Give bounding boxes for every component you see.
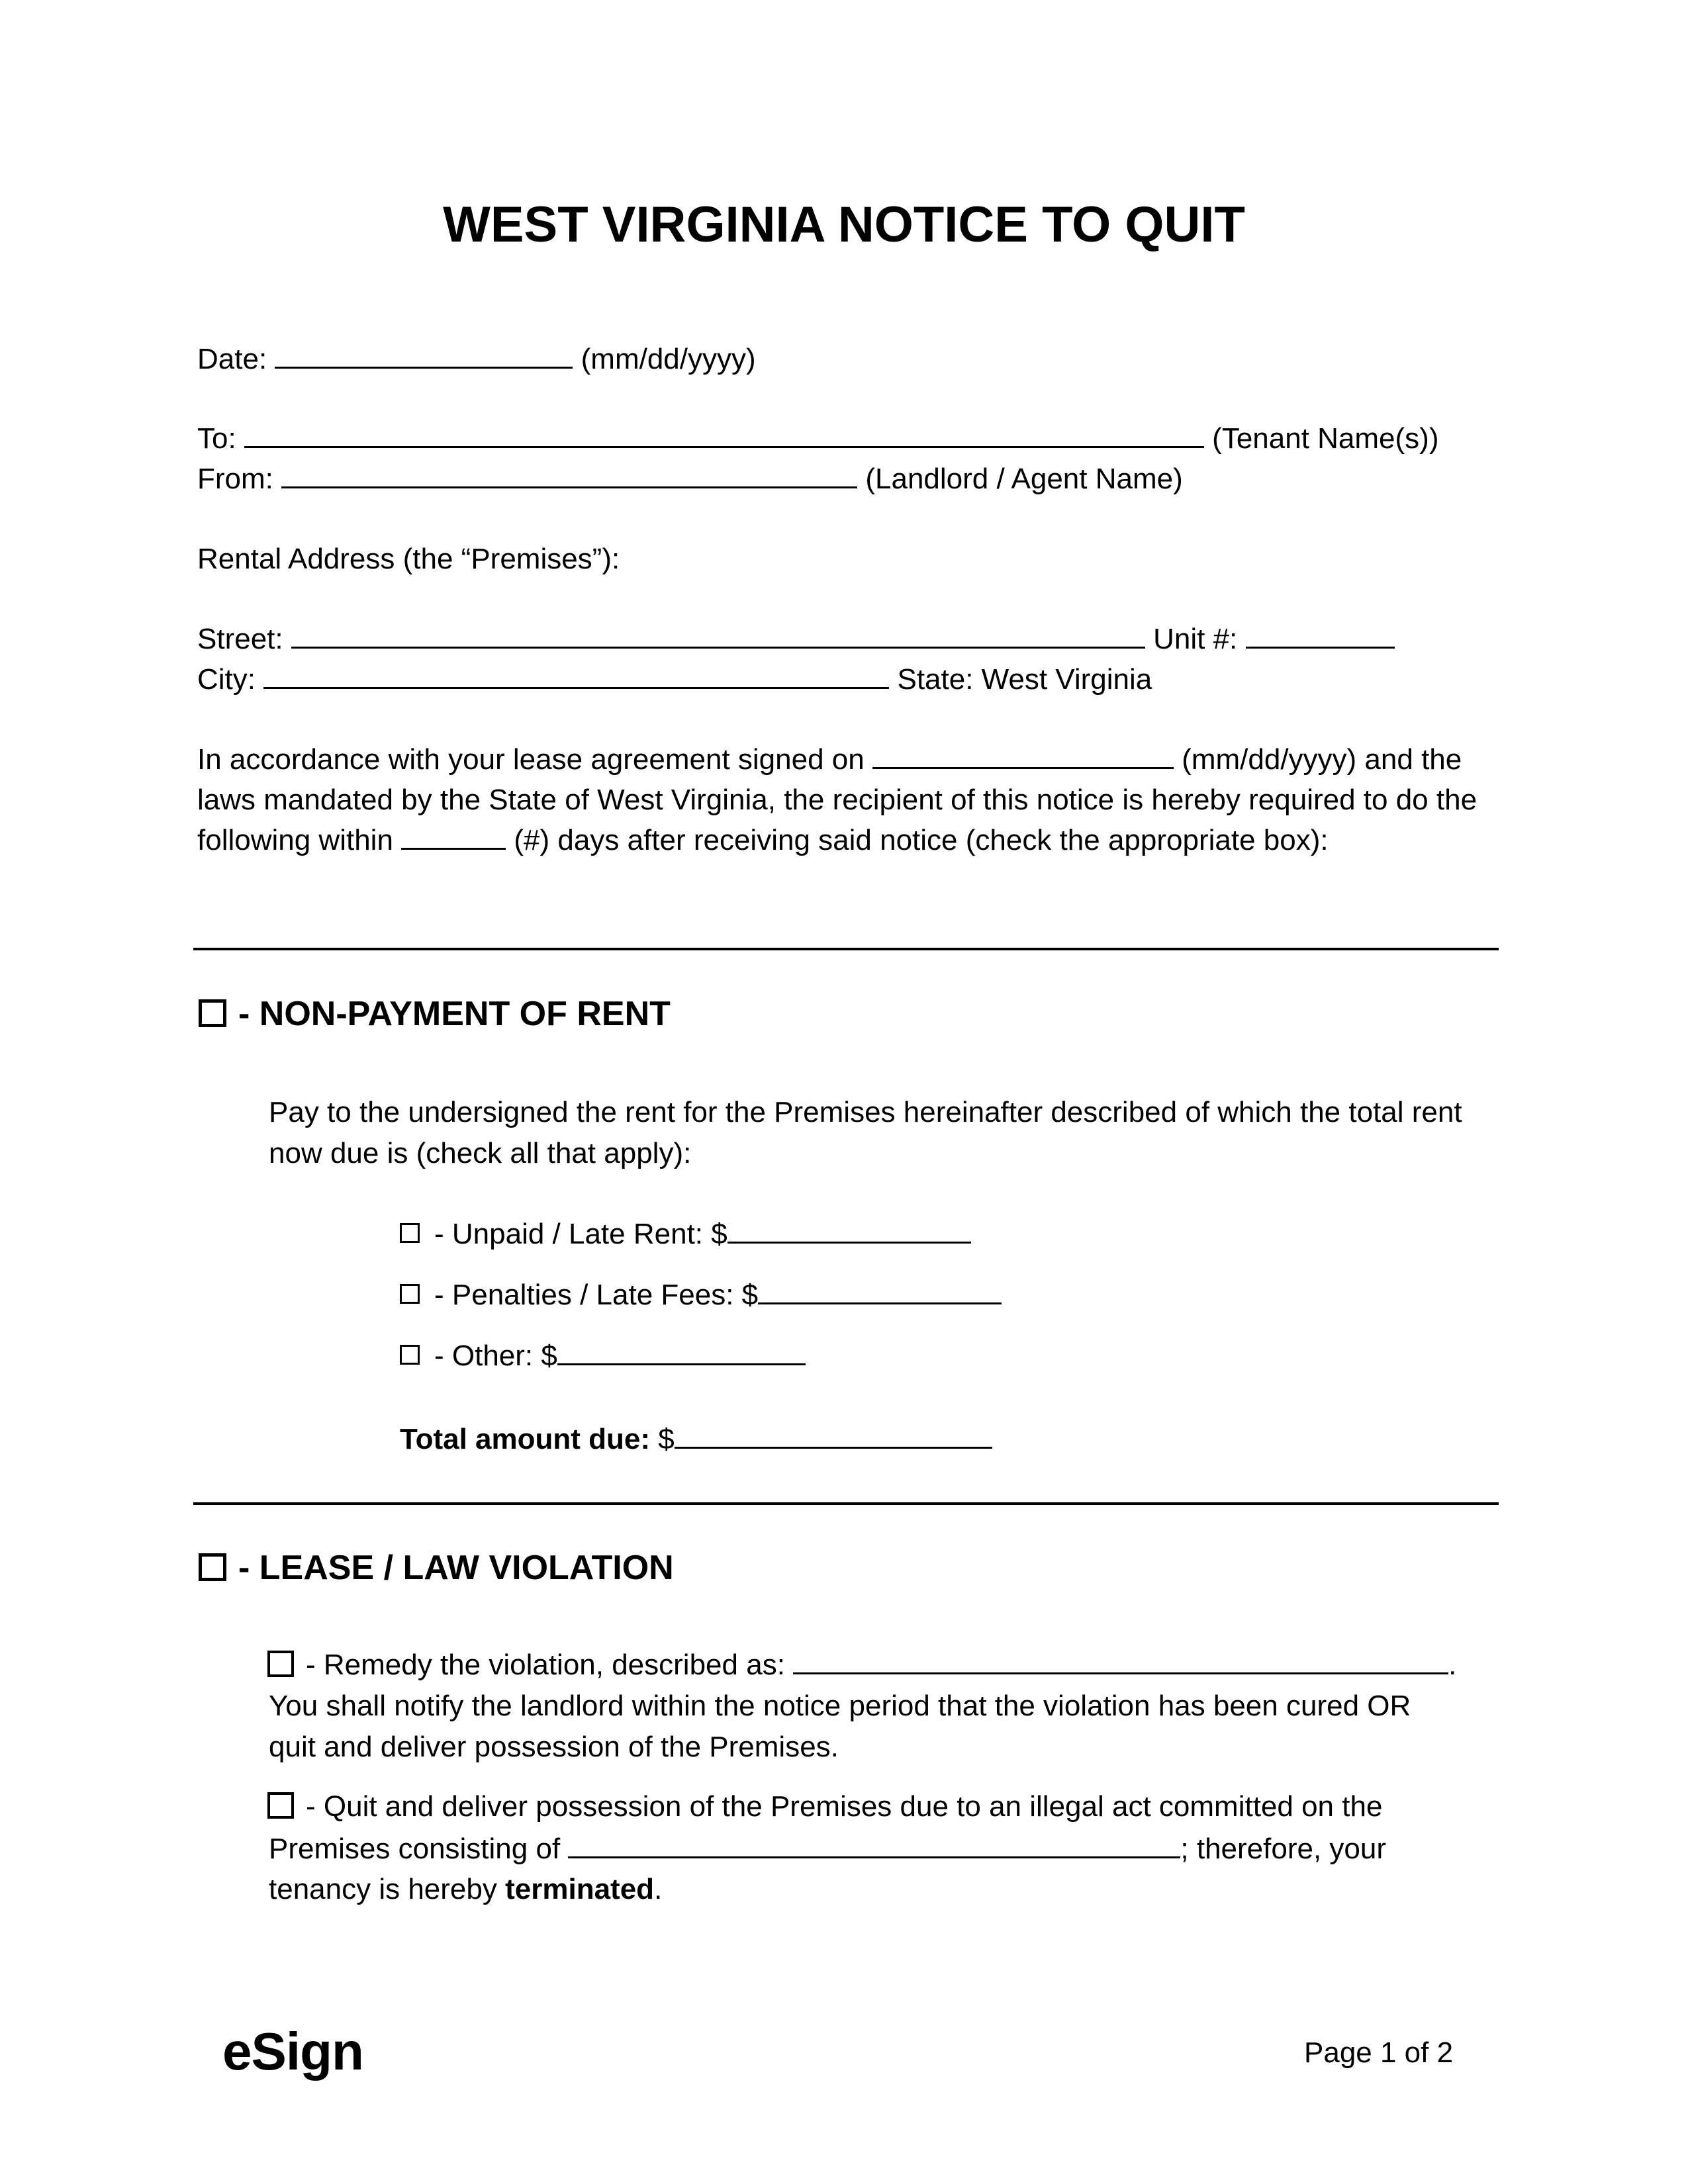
document-title: WEST VIRGINIA NOTICE TO QUIT <box>443 197 1245 253</box>
days-field[interactable] <box>401 820 506 850</box>
late-fees-label: - Penalties / Late Fees: $ <box>434 1279 759 1311</box>
remedy-checkbox[interactable] <box>267 1651 294 1677</box>
unit-field[interactable] <box>1246 619 1395 649</box>
remedy-row <box>306 1645 1456 1685</box>
quit-checkbox[interactable] <box>267 1792 294 1819</box>
quit-end: . <box>654 1873 663 1905</box>
divider-2 <box>193 1502 1499 1505</box>
street-row <box>197 619 1395 659</box>
total-currency: $ <box>658 1423 675 1455</box>
to-label: To: <box>197 422 236 455</box>
city-label: City: <box>197 663 256 696</box>
divider-1 <box>193 948 1499 950</box>
lease-violation-checkbox[interactable] <box>199 1553 226 1581</box>
quit-label: Premises consisting of <box>269 1833 561 1865</box>
remedy-line-3: quit and deliver possession of the Premises. <box>269 1731 839 1763</box>
esign-logo: eSign <box>222 2022 363 2081</box>
state-text: State: West Virginia <box>897 663 1152 696</box>
street-label: Street: <box>197 623 283 655</box>
city-field[interactable] <box>263 659 889 689</box>
non-payment-description: Pay to the undersigned the rent for the Premises hereinafter described of which the total rent now due is (check all that apply): <box>269 1096 1462 1169</box>
quit-tenancy-text: tenancy is hereby <box>269 1873 497 1905</box>
violation-description-field[interactable] <box>793 1645 1448 1674</box>
quit-row-2 <box>269 1829 1386 1869</box>
rental-address-label: Rental Address (the “Premises”): <box>197 543 620 575</box>
date-label: Date: <box>197 343 267 375</box>
page-number: Page 1 of 2 <box>1304 2036 1454 2069</box>
unit-label: Unit #: <box>1153 623 1238 655</box>
late-fees-field[interactable] <box>758 1275 1002 1304</box>
from-label: From: <box>197 463 273 495</box>
remedy-line-2: You shall notify the landlord within the notice period that the violation has been cured OR <box>269 1690 1411 1722</box>
date-row <box>197 339 756 379</box>
date-hint: (mm/dd/yyyy) <box>581 343 756 375</box>
unpaid-rent-checkbox[interactable] <box>400 1223 420 1243</box>
intro-text-2: (mm/dd/yyyy) and the laws mandated by the State of West Virginia, the recipient of this notice is hereby required to do the following within <box>197 743 1477 856</box>
other-checkbox[interactable] <box>400 1345 420 1365</box>
from-hint: (Landlord / Agent Name) <box>865 463 1183 495</box>
remedy-label: - Remedy the violation, described as: <box>306 1649 785 1681</box>
terminated-text: terminated <box>505 1873 655 1905</box>
remedy-period: . <box>1448 1649 1457 1681</box>
intro-text-1: In accordance with your lease agreement signed on <box>197 743 865 776</box>
unpaid-rent-field[interactable] <box>727 1214 971 1244</box>
intro-paragraph <box>197 739 1495 860</box>
tenant-name-field[interactable] <box>244 418 1204 448</box>
late-fees-checkbox[interactable] <box>400 1284 420 1304</box>
lease-violation-heading: - LEASE / LAW VIOLATION <box>238 1549 674 1587</box>
late-fees-row <box>434 1275 1002 1315</box>
lease-date-field[interactable] <box>872 739 1174 769</box>
unpaid-rent-row <box>434 1214 971 1254</box>
quit-row-3 <box>269 1870 662 1909</box>
illegal-act-field[interactable] <box>568 1829 1180 1858</box>
date-field[interactable] <box>275 339 573 369</box>
from-row <box>197 459 1183 499</box>
non-payment-heading: - NON-PAYMENT OF RENT <box>238 995 671 1033</box>
landlord-name-field[interactable] <box>281 459 857 488</box>
to-row <box>197 418 1438 459</box>
other-row <box>434 1336 806 1376</box>
total-row <box>400 1419 992 1459</box>
total-field[interactable] <box>675 1419 992 1449</box>
total-label: Total amount due: <box>400 1423 651 1455</box>
other-label: - Other: $ <box>434 1340 557 1372</box>
quit-therefore: ; therefore, your <box>1180 1833 1387 1865</box>
street-field[interactable] <box>291 619 1145 649</box>
non-payment-checkbox[interactable] <box>199 999 226 1027</box>
intro-text-3: (#) days after receiving said notice (check the appropriate box): <box>514 824 1329 856</box>
to-hint: (Tenant Name(s)) <box>1212 422 1439 455</box>
quit-line-1: - Quit and deliver possession of the Premises due to an illegal act committed on the <box>306 1790 1383 1823</box>
unpaid-rent-label: - Unpaid / Late Rent: $ <box>434 1218 727 1250</box>
city-row <box>197 659 1152 700</box>
other-field[interactable] <box>557 1336 806 1365</box>
